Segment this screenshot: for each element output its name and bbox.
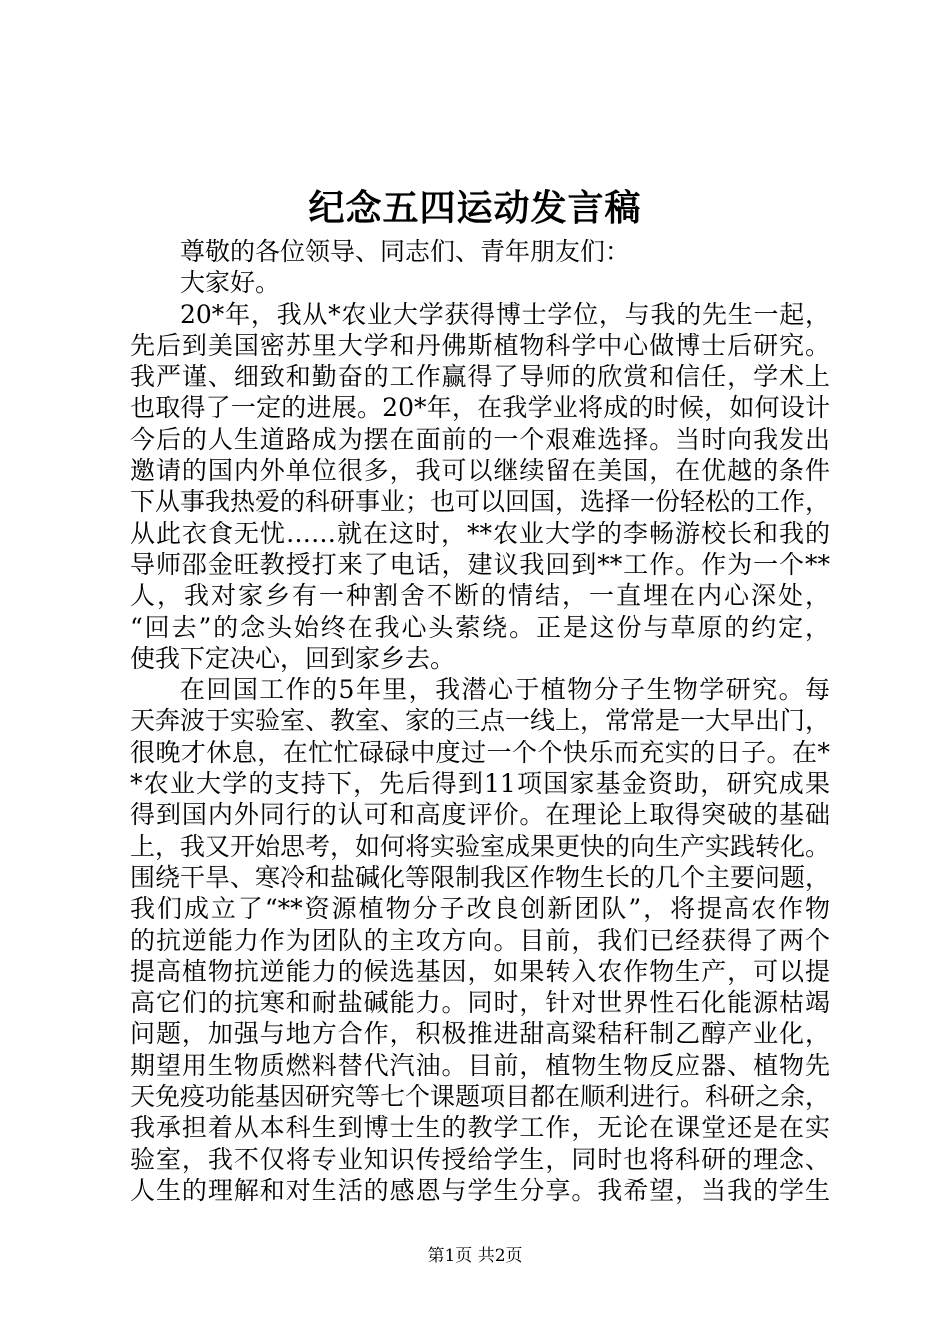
text-line: 下从事我热爱的科研事业；也可以回国，选择一份轻松的工作， [130, 487, 831, 517]
text-line: 从此衣食无忧……就在这时，**农业大学的李畅游校长和我的 [130, 518, 830, 548]
text-line: 邀请的国内外单位很多，我可以继续留在美国，在优越的条件 [130, 456, 830, 486]
text-line: 问题，加强与地方合作，积极推进甜高粱秸秆制乙醇产业化， [130, 1019, 830, 1049]
text-line: 先后到美国密苏里大学和丹佛斯植物科学中心做博士后研究。 [130, 330, 830, 360]
text-line: 我承担着从本科生到博士生的教学工作，无论在课堂还是在实 [130, 1113, 830, 1143]
text-line: 人，我对家乡有一种割舍不断的情结，一直埋在内心深处， [130, 581, 830, 611]
text-line: 使我下定决心，回到家乡去。 [130, 643, 456, 673]
text-line: 在回国工作的5年里，我潜心于植物分子生物学研究。每 [180, 675, 830, 705]
speech-body [130, 236, 830, 1206]
text-line: 人生的理解和对生活的感恩与学生分享。我希望，当我的学生 [130, 1175, 830, 1205]
text-line: 20*年，我从*农业大学获得博士学位，与我的先生一起， [180, 299, 830, 329]
text-line: 也取得了一定的进展。20*年，在我学业将成的时候，如何设计 [130, 393, 830, 423]
text-line: 围绕干旱、寒冷和盐碱化等限制我区作物生长的几个主要问题， [130, 862, 831, 892]
text-line: 很晚才休息，在忙忙碌碌中度过一个个快乐而充实的日子。在* [130, 737, 830, 767]
text-line: 验室，我不仅将专业知识传授给学生，同时也将科研的理念、 [130, 1144, 830, 1174]
text-line: 大家好。 [180, 268, 281, 298]
text-line: 我们成立了“**资源植物分子改良创新团队”，将提高农作物 [130, 894, 830, 924]
text-line: 高它们的抗寒和耐盐碱能力。同时，针对世界性石化能源枯竭 [130, 988, 830, 1018]
text-line: 今后的人生道路成为摆在面前的一个艰难选择。当时向我发出 [130, 424, 830, 454]
text-line: 我严谨、细致和勤奋的工作赢得了导师的欣赏和信任，学术上 [130, 362, 830, 392]
text-line: 导师邵金旺教授打来了电话，建议我回到**工作。作为一个** [130, 549, 830, 579]
page-number: 第1页 共2页 [427, 1246, 523, 1266]
page-title: 纪念五四运动发言稿 [308, 187, 642, 229]
text-line: 得到国内外同行的认可和高度评价。在理论上取得突破的基础 [130, 800, 830, 830]
text-line: “回去”的念头始终在我心头萦绕。正是这份与草原的约定， [130, 612, 830, 642]
text-line: 天奔波于实验室、教室、家的三点一线上，常常是一大早出门， [130, 706, 831, 736]
text-line: 天免疫功能基因研究等七个课题项目都在顺利进行。科研之余， [130, 1082, 831, 1112]
text-line: 尊敬的各位领导、同志们、青年朋友们： [180, 237, 631, 266]
text-line: 提高植物抗逆能力的候选基因，如果转入农作物生产，可以提 [130, 956, 830, 986]
text-line: 上，我又开始思考，如何将实验室成果更快的向生产实践转化。 [130, 831, 831, 861]
text-line: 的抗逆能力作为团队的主攻方向。目前，我们已经获得了两个 [130, 925, 830, 955]
text-line: *农业大学的支持下，先后得到11项国家基金资助，研究成果 [130, 769, 830, 799]
text-line: 期望用生物质燃料替代汽油。目前，植物生物反应器、植物先 [130, 1050, 830, 1080]
